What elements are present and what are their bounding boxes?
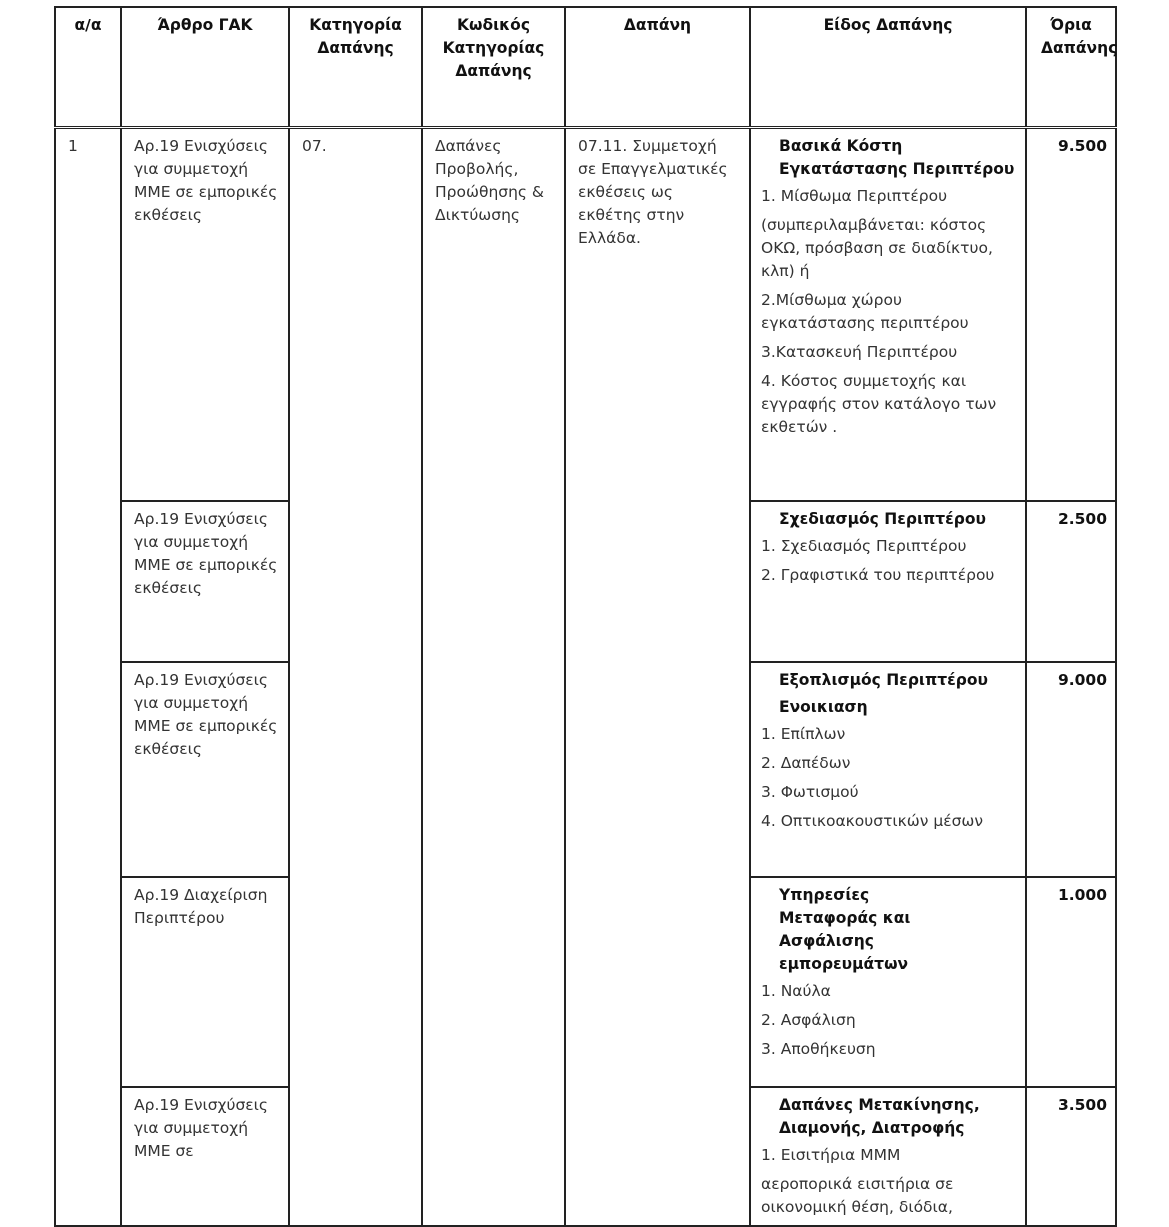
list-item: 2.Μίσθωμα χώρου εγκατάστασης περιπτέρου <box>761 291 969 332</box>
list-item: 3.Κατασκευή Περιπτέρου <box>761 343 958 361</box>
list-item: 2. Ασφάλιση <box>761 1010 856 1029</box>
limit-cell: 9.000 <box>1026 662 1116 877</box>
table-row <box>55 128 1116 501</box>
list-item: αεροπορικά εισιτήρια σε οικονομική θέση, διόδια, <box>761 1174 954 1216</box>
expense-type-cell <box>750 662 1026 877</box>
list-item: 1. Ναύλα <box>761 981 831 1000</box>
expense-cell: 07.11. Συμμετοχή σε Επαγγελματικές εκθέσεις ως εκθέτης στην Ελλάδα. <box>565 128 750 1226</box>
header-category-code: Κωδικός Κατηγορίας Δαπάνης <box>422 7 565 128</box>
article-cell: Αρ.19 Ενισχύσεις για συμμετοχή ΜΜΕ σε εμπορικές εκθέσεις <box>121 501 289 662</box>
row-number: 1 <box>55 128 121 1226</box>
list-item: 1. Μίσθωμα Περιπτέρου <box>761 187 948 205</box>
expense-type-title: Σχεδιασμός Περιπτέρου <box>779 509 986 528</box>
limit-cell: 9.500 <box>1026 128 1116 501</box>
header-aa: α/α <box>55 7 121 128</box>
list-item: 1. Σχεδιασμός Περιπτέρου <box>761 536 967 555</box>
limit-cell: 2.500 <box>1026 501 1116 662</box>
article-cell: Αρ.19 Διαχείριση Περιπτέρου <box>121 877 289 1087</box>
list-item: (συμπεριλαμβάνεται: κόστος ΟΚΩ, πρόσβαση σε διαδίκτυο, κλπ) ή <box>761 216 993 280</box>
expense-type-subtitle: Ενοικιαση <box>779 697 868 716</box>
expense-type-title: Υπηρεσίες Μεταφοράς και Ασφάλισης εμπορευμάτων <box>779 885 911 973</box>
limit-cell: 3.500 <box>1026 1087 1116 1226</box>
list-item: 3. Φωτισμού <box>761 782 859 801</box>
header-limit: Όρια Δαπάνης <box>1026 7 1116 128</box>
article-cell: Αρ.19 Ενισχύσεις για συμμετοχή ΜΜΕ σε εμπορικές εκθέσεις <box>121 662 289 877</box>
header-expense: Δαπάνη <box>565 7 750 128</box>
header-category: Κατηγορία Δαπάνης <box>289 7 422 128</box>
expense-type-cell <box>750 501 1026 662</box>
expense-type-cell <box>750 128 1026 501</box>
list-item: 3. Αποθήκευση <box>761 1039 876 1058</box>
expense-type-title: Δαπάνες Μετακίνησης, Διαμονής, Διατροφής <box>779 1095 980 1137</box>
category-cell: 07. <box>289 128 422 1226</box>
expense-type-cell <box>750 877 1026 1087</box>
list-item: 1. Εισιτήρια ΜΜΜ <box>761 1145 901 1164</box>
article-cell: Αρ.19 Ενισχύσεις για συμμετοχή ΜΜΕ σε εμπορικές εκθέσεις <box>121 128 289 501</box>
list-item: 4. Κόστος συμμετοχής και εγγραφής στον κατάλογο των εκθετών . <box>761 372 997 436</box>
list-item: 2. Γραφιστικά του περιπτέρου <box>761 565 995 584</box>
limit-cell: 1.000 <box>1026 877 1116 1087</box>
list-item: 4. Οπτικοακουστικών μέσων <box>761 811 984 830</box>
header-article: Άρθρο ΓΑΚ <box>121 7 289 128</box>
header-expense-type: Είδος Δαπάνης <box>750 7 1026 128</box>
expense-type-title: Βασικά Κόστη Εγκατάστασης Περιπτέρου <box>779 137 1015 178</box>
list-item: 1. Επίπλων <box>761 724 846 743</box>
expense-table <box>54 6 1117 1227</box>
list-item: 2. Δαπέδων <box>761 753 851 772</box>
header-row <box>55 7 1116 128</box>
expense-type-cell <box>750 1087 1026 1226</box>
category-code-cell: Δαπάνες Προβολής, Προώθησης & Δικτύωσης <box>422 128 565 1226</box>
expense-type-title: Εξοπλισμός Περιπτέρου <box>779 670 988 689</box>
article-cell: Αρ.19 Ενισχύσεις για συμμετοχή ΜΜΕ σε <box>121 1087 289 1226</box>
